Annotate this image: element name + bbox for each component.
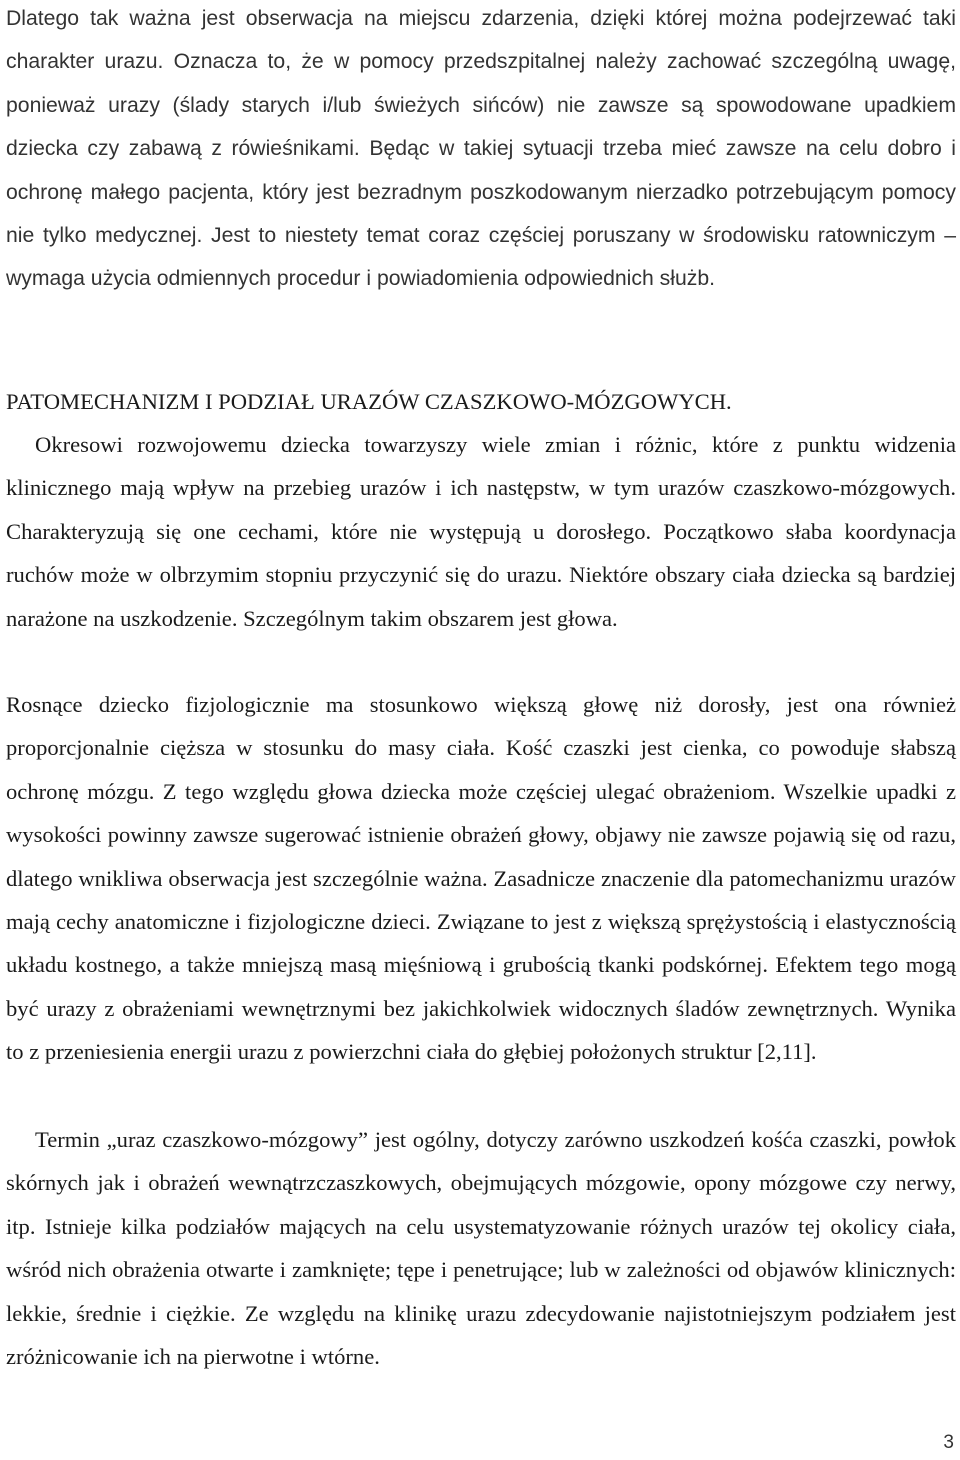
paragraph-observation: Dlatego tak ważna jest obserwacja na miejscu zdarzenia, dzięki której można podejrzewać taki charakter urazu. Oznacza to, że w pomocy przedszpitalnej należy zachować szczególną uwagę, ponieważ urazy (ślady starych i/lub świeżych sińców) nie zawsze są spowodowane upadkiem dziecka czy zabawą z rówieśnikami. Będąc w takiej sytuacji trzeba mieć zawsze na celu dobro i ochronę małego pacjenta, który jest bezradnym poszkodowanym nierzadko potrzebującym pomocy nie tylko medycznej. Jest to niestety temat coraz częściej poruszany w środowisku ratowniczym – wymaga użycia odmiennych procedur i powiadomienia odpowiednich służb.: [6, 7, 956, 291]
paragraph-anatomy: Rosnące dziecko fizjologicznie ma stosunkowo większą głowę niż dorosły, jest ona również proporcjonalnie cięższa w stosunku do masy ciała. Kość czaszki jest cienka, co powoduje słabszą ochronę mózgu. Z tego względu głowa dziecka może częściej ulegać obrażeniom. Wszelkie upadki z wysokości powinny zawsze sugerować istnienie obrażeń głowy, objawy nie zawsze pojawią się od razu, dlatego wnikliwa obserwacja jest szczególnie ważna. Zasadnicze znaczenie dla patomechanizmu urazów mają cechy anatomiczne i fizjologiczne dzieci. Związane to jest z większą sprężystością i elastycznością układu kostnego, a także mniejszą masą mięśniową i grubością tkanki podskórnej. Efektem tego mogą być urazy z obrażeniami wewnętrznymi bez jakichkolwiek widocznych śladów zewnętrznych. Wynika to z przeniesienia energii urazu z powierzchni ciała do głębiej położonych struktur [2,11].: [6, 692, 956, 1065]
page-number: 3: [943, 1432, 954, 1453]
section-heading: PATOMECHANIZM I PODZIAŁ URAZÓW CZASZKOWO-MÓZGOWYCH.: [6, 389, 732, 414]
paragraph-development: Okresowi rozwojowemu dziecka towarzyszy wiele zmian i różnic, które z punktu widzenia klinicznego mają wpływ na przebieg urazów i ich następstw, w tym urazów czaszkowo-mózgowych. Charakteryzują się one cechami, które nie występują u dorosłego. Początkowo słaba koordynacja ruchów może w olbrzymim stopniu przyczynić się do urazu. Niektóre obszary ciała dziecka są bardziej narażone na uszkodzenie. Szczególnym takim obszarem jest głowa.: [6, 432, 956, 631]
paragraph-classification: Termin „uraz czaszkowo-mózgowy” jest ogólny, dotyczy zarówno uszkodzeń kośća czaszki, powłok skórnych jak i obrażeń wewnątrzczaszkowych, obejmujących mózgowie, opony mózgowe czy nerwy, itp. Istnieje kilka podziałów mających na celu usystematyzowanie różnych urazów tej okolicy ciała, wśród nich obrażenia otwarte i zamknięte; tępe i penetrujące; lub w zależności od objawów klinicznych: lekkie, średnie i ciężkie. Ze względu na klinikę urazu zdecydowanie najistotniejszym podziałem jest zróżnicowanie ich na pierwotne i wtórne.: [6, 1127, 956, 1370]
